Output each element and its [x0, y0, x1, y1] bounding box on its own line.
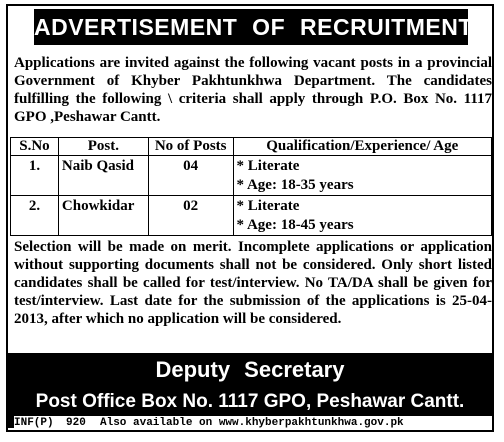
row-post: Chowkidar — [58, 196, 148, 236]
row-post: Naib Qasid — [58, 156, 148, 196]
vacancy-table — [10, 137, 492, 236]
qualification-line: * Age: 18-35 years — [236, 177, 354, 193]
inf-number: 920 — [66, 417, 86, 429]
table-header-row — [11, 138, 492, 156]
qualification-line: * Age: 18-45 years — [236, 217, 354, 233]
inf-code: INF(P) — [14, 417, 54, 429]
column-header-post: Post. — [58, 138, 148, 156]
intro-paragraph: Applications are invited against the following vacant posts in a provincial Government of Khyber Pakhtunkhwa Department. The candidates fulfilling the following \ criteria shall apply through P.O. Box No. 1117 GPO ,Peshawar Cantt. — [14, 55, 492, 125]
qualification-line: * Literate — [236, 198, 300, 214]
website-note: Also available on www.khyberpakhtunkhwa.gov.pk — [100, 417, 404, 429]
table-row — [11, 196, 492, 236]
column-header-no-of-posts: No of Posts — [148, 138, 233, 156]
qualification-line: * Literate — [236, 158, 300, 174]
signatory-address: Post Office Box No. 1117 GPO, Peshawar Cantt. — [35, 391, 465, 412]
column-header-qualification: Qualification/Experience/ Age — [233, 138, 491, 156]
row-sno: 1. — [11, 156, 59, 196]
column-header-sno: S.No — [11, 138, 59, 156]
terms-paragraph: Selection will be made on merit. Incomplete applications or application without supporting documents shall not be considered. Only short listed candidates shall be called for test/interview. No TA/DA shall be given for test/interview. Last date for the submission of the applications is 25-04-2013, after which no application will be considered. — [14, 239, 492, 327]
row-post-count: 02 — [148, 196, 233, 236]
signatory-title: Deputy Secretary — [155, 357, 345, 382]
row-sno: 2. — [11, 196, 59, 236]
publication-footer — [14, 416, 492, 430]
table-row — [11, 156, 492, 196]
row-qualification — [233, 156, 491, 196]
row-post-count: 04 — [148, 156, 233, 196]
row-qualification — [233, 196, 491, 236]
advertisement-title: ADVERTISEMENT OF RECRUITMENT — [34, 9, 468, 45]
